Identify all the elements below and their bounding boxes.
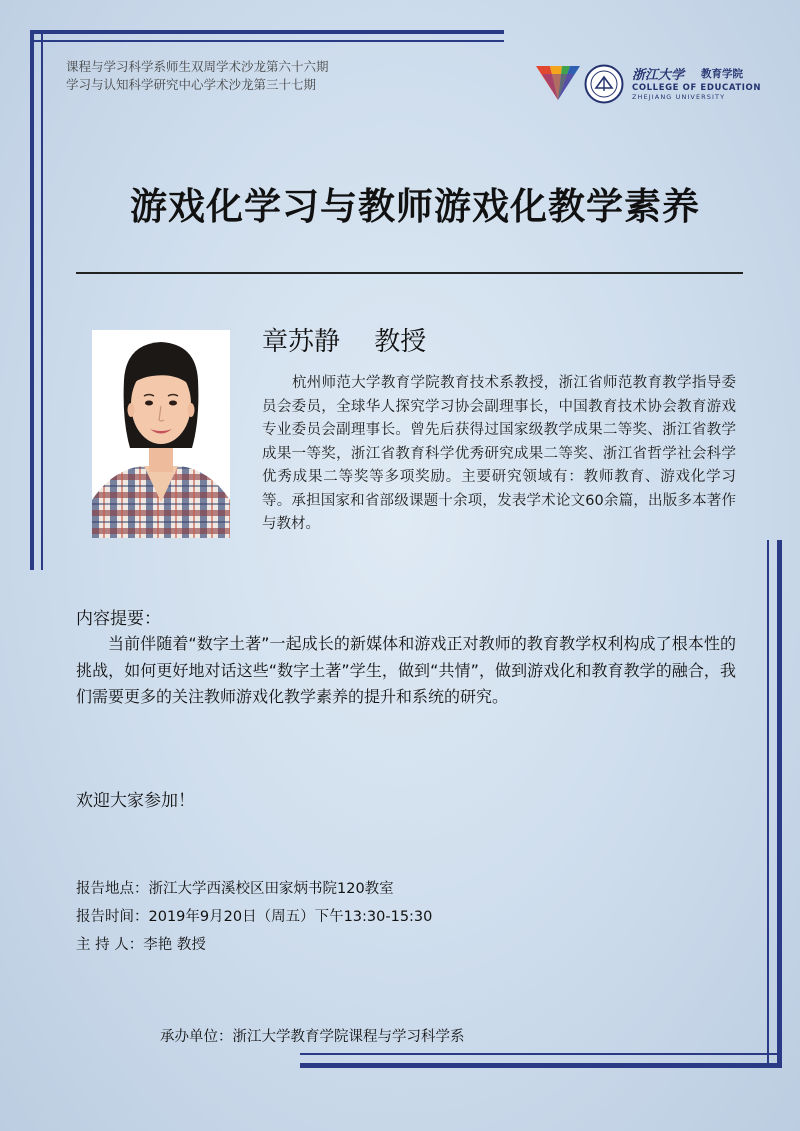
college-name-en: COLLEGE OF EDUCATION [632, 83, 762, 93]
frame-right-outer [777, 540, 782, 1068]
college-name-cn: 教育学院 [701, 68, 743, 80]
zju-seal-icon [584, 64, 624, 104]
university-name-en: ZHEJIANG UNIVERSITY [632, 93, 726, 101]
college-logo [536, 60, 766, 106]
event-host: 主 持 人：李艳 教授 [76, 937, 206, 953]
zju-name-cn: 浙江大学 [632, 68, 685, 83]
abstract-body: 当前伴随着“数字土著”一起成长的新媒体和游戏正对教师的教育教学权利构成了根本性的挑战，如何更好地对话这些“数字土著”学生，做到“共情”，做到游戏化和教育教学的融合，我们需要更多的关注教师游戏化教学素养的提升和系统的研究。 [76, 634, 736, 706]
speaker-bio: 杭州师范大学教育学院教育技术系教授，浙江省师范教育教学指导委员会委员，全球华人探究学习协会副理事长，中国教育技术协会教育游戏专业委员会副理事长。曾先后获得过国家级教学成果二等奖、浙江省教学成果一等奖，浙江省教育科学优秀研究成果二等奖、浙江省哲学社会科学优秀成果二等奖等多项奖励。主要研究领域有：教师教育、游戏化学习等。承担国家和省部级课题十余项，发表学术论文60余篇，出版多本著作与教材。 [262, 375, 736, 532]
frame-top-inner [30, 40, 504, 42]
frame-right-inner [767, 540, 769, 1068]
talk-title: 游戏化学习与教师游戏化教学素养 [130, 185, 700, 228]
organizer: 承办单位：浙江大学教育学院课程与学习科学系 [160, 1029, 465, 1045]
title-divider [76, 272, 743, 274]
welcome-text: 欢迎大家参加！ [76, 791, 195, 811]
frame-left-inner [41, 30, 43, 570]
salon-series-line-1: 课程与学习科学系师生双周学术沙龙第六十六期 [66, 59, 329, 74]
abstract-label: 内容提要： [76, 609, 161, 629]
speaker-name: 章苏静 教授 [262, 327, 427, 357]
frame-bottom-inner [300, 1053, 780, 1055]
event-time: 报告时间：2019年9月20日（周五）下午13:30-15:30 [76, 909, 433, 925]
education-emblem-icon [536, 64, 580, 102]
frame-left-outer [30, 30, 34, 570]
frame-top-outer [30, 30, 504, 34]
speaker-portrait [92, 330, 230, 538]
event-location: 报告地点：浙江大学西溪校区田家炳书院120教室 [76, 881, 394, 897]
frame-bottom-outer [300, 1063, 782, 1068]
salon-series-line-2: 学习与认知科学研究中心学术沙龙第三十七期 [66, 77, 317, 92]
